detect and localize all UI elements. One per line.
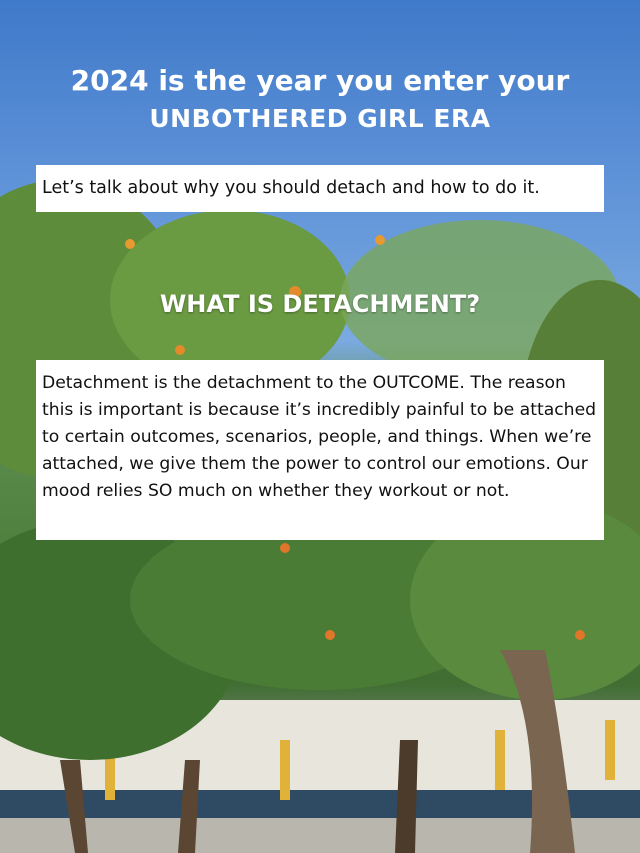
- section-heading: WHAT IS DETACHMENT?: [159, 290, 481, 318]
- body-text-box: Detachment is the detachment to the OUTCOME. The reason this is important is because it’s incredibly painful to be attached to certain outcomes, scenarios, people, and things. When we’re attached, we give them the power to control our emotions. Our mood relies SO much on whether they workout or not.: [36, 360, 604, 540]
- orange-fruit: [280, 543, 290, 553]
- orange-fruit: [375, 235, 385, 245]
- yellow-pillar: [495, 730, 505, 790]
- orange-fruit: [325, 630, 335, 640]
- intro-text-box: Let’s talk about why you should detach and how to do it.: [36, 165, 604, 212]
- yellow-pillar: [280, 740, 290, 800]
- orange-fruit: [575, 630, 585, 640]
- orange-fruit: [125, 239, 135, 249]
- orange-fruit: [175, 345, 185, 355]
- title-line-2: UNBOTHERED GIRL ERA: [149, 104, 491, 133]
- title-line-1: 2024 is the year you enter your: [70, 64, 570, 97]
- yellow-pillar: [605, 720, 615, 780]
